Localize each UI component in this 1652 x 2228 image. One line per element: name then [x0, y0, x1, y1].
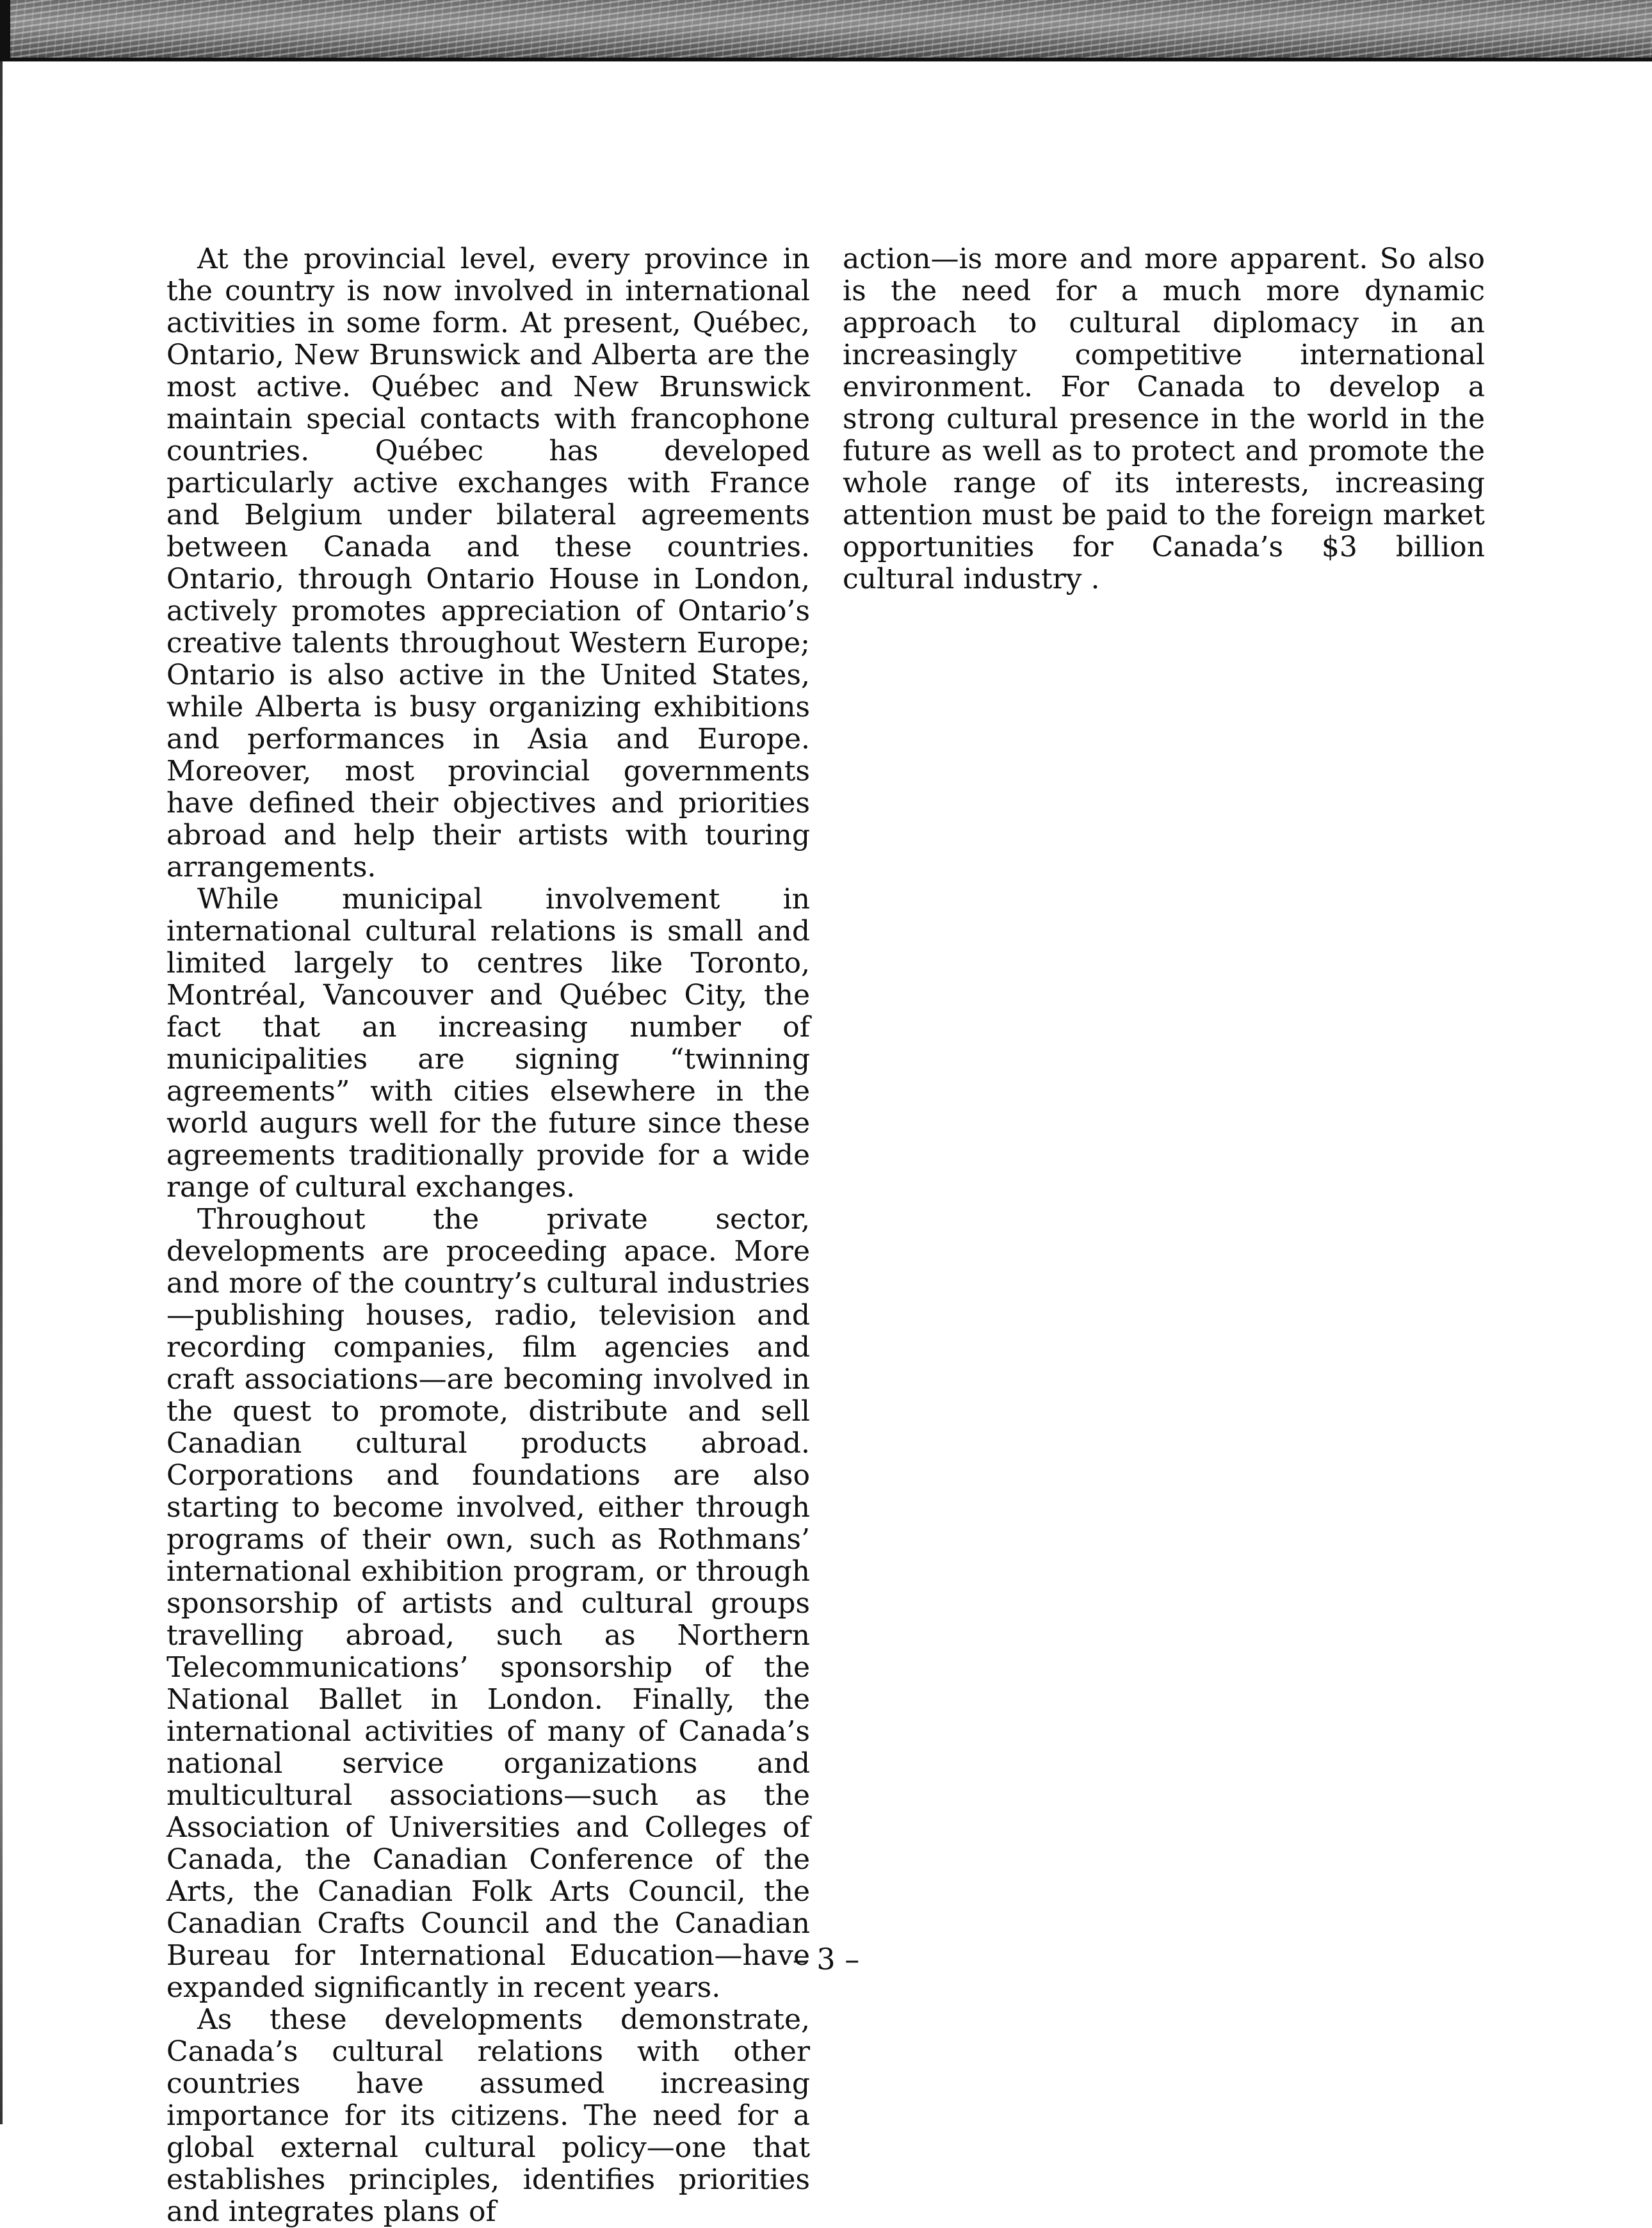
paragraph-continuation: action—is more and more apparent. So also is the need for a much more dynamic approach to cultural diplomacy in an increasingly competitive international environment. For Canada to develop a strong cultural presence in the world in the future as well as to protect and promote the whole range of its interests, increasing attention must be paid to the foreign market opportunities for Canada’s $3 billion cultural industry . [843, 243, 1485, 595]
text-column-left [166, 243, 810, 2228]
text-column-right [843, 243, 1485, 595]
scan-border-corner [0, 0, 10, 58]
paragraph-municipal-involvement: While municipal involvement in international cultural relations is small and limited largely to centres like Toronto, Montréal, Vancouver and Québec City, the fact that an increasing number of municipalities are signing “twinning agreements” with cities elsewhere in the world augurs well for the future since these agreements traditionally provide for a wide range of cultural exchanges. [166, 883, 810, 1204]
paragraph-developments-demonstrate: As these developments demonstrate, Canada’s cultural relations with other countries have assumed increasing importance for its citizens. The need for a global external cultural policy—one that establishes principles, identifies priorities and integrates plans of [166, 2003, 810, 2228]
scan-border-left [0, 61, 3, 2124]
scan-border-top [0, 0, 1652, 61]
paragraph-provincial-level: At the provincial level, every province in the country is now involved in international activities in some form. At present, Québec, Ontario, New Brunswick and Alberta are the most active. Québec and New Brunswick maintain special contacts with francophone countries. Québec has developed particularly active exchanges with France and Belgium under bilateral agreements between Canada and these countries. Ontario, through Ontario House in London, actively promotes appreciation of Ontario’s creative talents throughout Western Europe; Ontario is also active in the United States, while Alberta is busy organizing exhibitions and performances in Asia and Europe. Moreover, most provincial governments have defined their objectives and priorities abroad and help their artists with touring arrangements. [166, 243, 810, 884]
page-number: – 3 – [792, 1942, 860, 1976]
paragraph-private-sector: Throughout the private sector, developments are proceeding apace. More and more of the country’s cultural industries—publishing houses, radio, television and recording companies, film agencies and craft associations—are becoming involved in the quest to promote, distribute and sell Canadian cultural products abroad. Corporations and foundations are also starting to become involved, either through programs of their own, such as Rothmans’ international exhibition program, or through sponsorship of artists and cultural groups travelling abroad, such as Northern Telecommunications’ sponsorship of the National Ballet in London. Finally, the international activities of many of Canada’s national service organizations and multicultural associations—such as the Association of Universities and Colleges of Canada, the Canadian Conference of the Arts, the Canadian Folk Arts Council, the Canadian Crafts Council and the Canadian Bureau for International Education—have expanded significantly in recent years. [166, 1203, 810, 2004]
